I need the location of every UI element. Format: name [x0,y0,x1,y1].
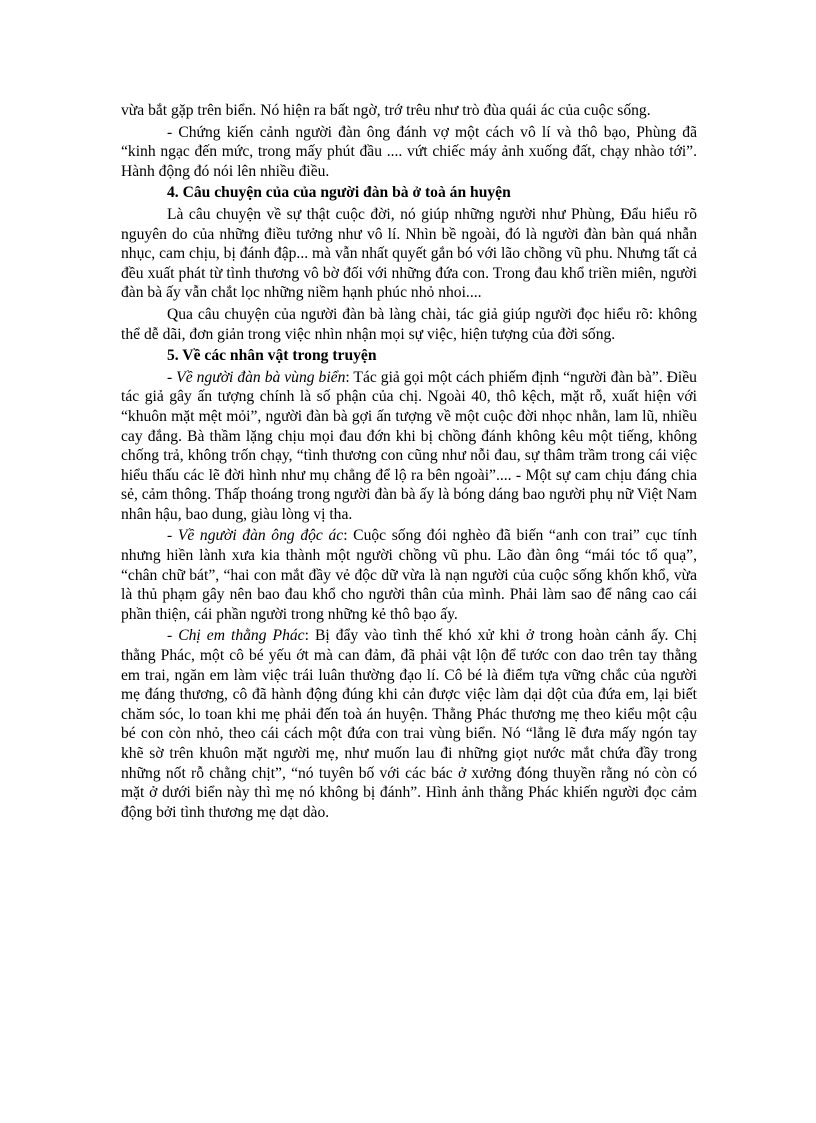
dash-prefix: - [167,368,177,386]
paragraph-author-lesson: Qua câu chuyện của người đàn bà làng chài, tác giả giúp người đọc hiểu rõ: không thể dễ dãi, đơn giản trong việc nhìn nhận mọi sự việc, hiện tượng của đời sống. [121,305,697,343]
paragraph-woman-character [121,368,697,525]
character-text-siblings: : Bị đẩy vào tình thế khó xử khi ở trong hoàn cảnh ấy. Chị thằng Phác, một cô bé yếu ớt mà can đảm, đã phải vật lộn để tước con dao trên tay thằng em trai, ngăn em làm việc trái luân thường đạo lí. Cô bé là điểm tựa vững chắc của người mẹ đáng thương, cô đã hành động đúng khi cản được việc làm dại dột của đứa em, lại biết chăm sóc, lo toan khi mẹ phải đến toà án huyện. Thằng Phác thương mẹ theo kiểu một cậu bé con còn nhỏ, theo cái cách một đứa con trai vùng biển. Nó “lẳng lẽ đưa mấy ngón tay khẽ sờ trên khuôn mặt người mẹ, như muốn lau đi những giọt nước mắt chứa đầy trong những nốt rỗ chằng chịt”, “nó tuyên bố với các bác ở xưởng đóng thuyền rằng nó còn có mặt ở dưới biển này thì mẹ nó không bị đánh”. Hình ảnh thằng Phác khiến người đọc cảm động bởi tình thương mẹ dạt dào. [121,627,698,821]
character-label-woman: Về người đàn bà vùng biển [176,368,346,386]
heading-section-5: 5. Về các nhân vật trong truyện [167,347,377,365]
character-label-siblings: Chị em thằng Phác [178,627,305,645]
paragraph-continuation: vừa bắt gặp trên biển. Nó hiện ra bất ngờ, trớ trêu như trò đùa quái ác của cuộc sống. [121,102,651,119]
character-text-woman: : Tác giả gọi một cách phiếm định “người đàn bà”. Điều tác giả gây ấn tượng chính là số phận của chị. Ngoài 40, thô kệch, mặt rỗ, xuất hiện với “khuôn mặt mệt mỏi”, người đàn bà gợi ấn tượng về một cuộc đời nhọc nhằn, lam lũ, nhiều cay đắng. Bà thầm lặng chịu mọi đau đớn khi bị chồng đánh không kêu một tiếng, không chống trả, không trốn chạy, “tình thương con cũng như nỗi đau, sự thâm trầm trong cái việc hiểu thấu các lẽ đời hình như mụ chẳng để lộ ra bên ngoài”.... - Một sự cam chịu đáng chia sẻ, cảm thông. Thấp thoáng trong người đàn bà ấy là bóng dáng bao người phụ nữ Việt Nam nhân hậu, bao dung, giàu lòng vị tha. [121,368,697,523]
dash-prefix: - [167,527,178,545]
paragraph-man-character [121,526,697,624]
paragraph-phung-reaction: - Chứng kiến cảnh người đàn ông đánh vợ một cách vô lí và thô bạo, Phùng đã “kinh ngạc đến mức, trong mấy phút đầu .... vứt chiếc máy ảnh xuống đất, chạy nhào tới”. Hành động đó nói lên nhiều điều. [121,123,697,180]
document-page [121,101,697,824]
paragraph-phac-siblings [121,626,697,822]
paragraph-court-story: Là câu chuyện về sự thật cuộc đời, nó giúp những người như Phùng, Đẩu hiểu rõ nguyên do của những điều tưởng như vô lí. Nhìn bề ngoài, đó là người đàn bàn quá nhẫn nhục, cam chịu, bị đánh đập... mà vẫn nhất quyết gắn bó với lão chồng vũ phu. Nhưng tất cả đều xuất phát từ tình thương vô bờ đối với những đứa con. Trong đau khổ triền miên, người đàn bà ấy vẫn chắt lọc những niềm hạnh phúc nhỏ nhoi.... [121,205,697,302]
character-label-man: Về người đàn ông độc ác [177,527,344,545]
heading-section-4: 4. Câu chuyện của của người đàn bà ở toà án huyện [167,184,511,202]
character-text-man: : Cuộc sống đói nghèo đã biến “anh con trai” cục tính nhưng hiền lành xưa kia thành một người chồng vũ phu. Lão đàn ông “mái tóc tổ quạ”, “chân chữ bát”, “hai con mắt đầy vẻ độc dữ vừa là nạn người của cuộc sống khốn khổ, vừa là thủ phạm gây nên bao đau khổ cho người thân của mình. Phải làm sao để nâng cao cái phần thiện, cái phần người trong những kẻ thô bạo ấy. [121,527,697,623]
dash-prefix: - [167,627,179,645]
